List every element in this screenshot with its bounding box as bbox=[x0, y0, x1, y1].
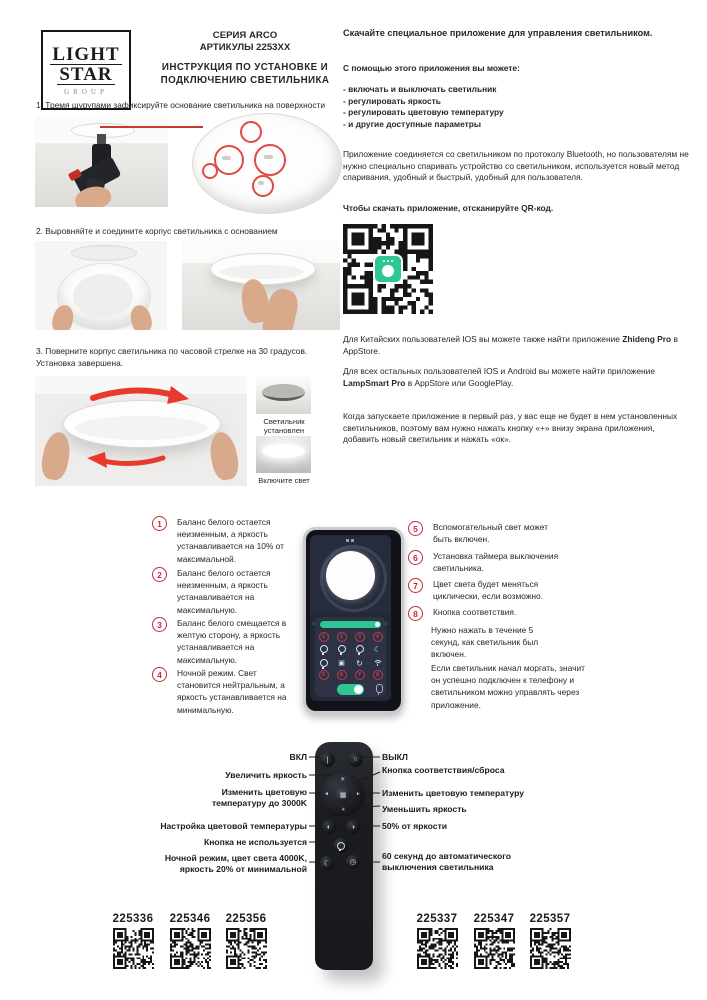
scene-number-badge: 2 bbox=[337, 632, 347, 642]
smartphone bbox=[303, 527, 404, 714]
callout-3 bbox=[152, 617, 299, 666]
article-number: 225356 bbox=[225, 913, 267, 925]
step2-text: 2. Выровняйте и соедините корпус светильника с основанием bbox=[36, 226, 278, 236]
glowing-lamp bbox=[262, 444, 305, 458]
scene-number-badge: 4 bbox=[373, 632, 383, 642]
rotation-arrows-icon bbox=[35, 376, 247, 486]
feature-item: - регулировать яркость bbox=[343, 95, 441, 106]
color-slider bbox=[320, 621, 381, 628]
timer-icon: ▣ bbox=[338, 660, 345, 667]
remote-label-pairing-reset: Кнопка соответствия/сброса bbox=[382, 765, 505, 775]
turn-on-caption: Включите свет bbox=[258, 476, 310, 485]
callout-number: 2 bbox=[152, 567, 167, 582]
callout-number: 4 bbox=[152, 667, 167, 682]
scene-number-badge: 1 bbox=[319, 632, 329, 642]
pairing-note-2: Если светильник начал моргать, значит он успешно подключен к телефону и светильником можно управлять через приложение. bbox=[431, 663, 585, 710]
bluetooth-paragraph: Приложение соединяется со светильником по протоколу Bluetooth, но пользователям не нужно специально спаривать устройство со светильником, используется новый метод спаривания, удобный и быстрый, удобный для пользователя. bbox=[343, 149, 689, 182]
china-users-paragraph bbox=[343, 334, 693, 357]
callout-text: Вспомогательный свет может быть включен. bbox=[433, 522, 548, 545]
half-brightness-button: ◑ bbox=[346, 820, 360, 834]
night-mode-button: ☾ bbox=[320, 856, 334, 870]
toggle-knob bbox=[354, 685, 363, 694]
lightstar-logo bbox=[41, 30, 131, 110]
callout-text: Ночной режим. Свет становится нейтральным, а яркость устанавливается на минимальную. bbox=[177, 668, 287, 715]
remote-label-change-temp: Изменить цветовую температуру bbox=[382, 788, 524, 798]
series-name: СЕРИЯ ARCO bbox=[212, 30, 278, 41]
remote-label-night-mode: Ночной режим, цвет света 4000K, яркость 20% от минимальной bbox=[164, 853, 307, 874]
article-qr-code bbox=[113, 928, 154, 969]
lamp-rim-glow bbox=[220, 265, 304, 279]
remote-label-brightness-down: Уменьшить яркость bbox=[382, 804, 467, 814]
article-qr-code bbox=[474, 928, 515, 969]
scene-row-2 bbox=[315, 657, 386, 680]
screw-hole-marker bbox=[202, 163, 218, 179]
brightness-dial bbox=[326, 551, 375, 600]
app-screen bbox=[310, 535, 391, 701]
other-paragraph-tail: в AppStore или GooglePlay. bbox=[405, 377, 514, 388]
screw-hole-marker bbox=[240, 121, 262, 143]
bright-icon: ☼ bbox=[384, 621, 389, 627]
brightness-up-icon: ☀ bbox=[340, 777, 346, 783]
moon-icon: ☾ bbox=[373, 644, 382, 654]
callout-number: 1 bbox=[152, 516, 167, 531]
scene-10-percent bbox=[315, 632, 332, 655]
signal-icon bbox=[373, 657, 383, 669]
callout-text: Баланс белого остается неизменным, а яркость устанавливается на максимальную. bbox=[177, 568, 271, 615]
pairing-note-1: Нужно нажать в течение 5 секунд, как светильник был включен. bbox=[431, 625, 539, 660]
scene-number-badge: 7 bbox=[355, 670, 365, 680]
callout-1 bbox=[152, 516, 299, 565]
feature-item: - и другие доступные параметры bbox=[343, 118, 481, 129]
article-number: 225347 bbox=[473, 913, 515, 925]
callout-8 bbox=[408, 606, 613, 621]
step2-align-photo bbox=[35, 241, 167, 330]
lamp-body-inner bbox=[73, 274, 133, 318]
article-number: 225336 bbox=[112, 913, 154, 925]
bulb-icon bbox=[356, 643, 364, 655]
scene-number-badge: 5 bbox=[319, 670, 329, 680]
light-on-photo bbox=[256, 436, 311, 473]
lamp-dots-icon bbox=[383, 260, 393, 262]
remote-label-temp-3000k: Изменить цветовую температуру до 3000K bbox=[211, 787, 307, 808]
mic-icon bbox=[376, 684, 383, 693]
remote-label-on: ВКЛ bbox=[289, 752, 307, 762]
qr-download-prompt: Чтобы скачать приложение, отсканируйте QR-код. bbox=[343, 203, 554, 213]
scene-night-mode bbox=[369, 632, 386, 655]
app-heading: Скачайте специальное приложение для управления светильником. bbox=[343, 28, 653, 38]
installed-lamp bbox=[262, 384, 305, 401]
callout-number: 5 bbox=[408, 521, 423, 536]
app-store-icon bbox=[373, 254, 403, 284]
scene-max-bright bbox=[333, 632, 350, 655]
page-title: ИНСТРУКЦИЯ ПО УСТАНОВКЕ И ПОДКЛЮЧЕНИЮ СВЕТИЛЬНИКА bbox=[160, 62, 330, 86]
step1-drill-photo bbox=[35, 117, 168, 207]
step1-pointer-line bbox=[100, 126, 203, 128]
step3-text: 3. Поверните корпус светильника по часовой стрелке на 30 градусов. Установка завершена. bbox=[36, 346, 308, 368]
power-on-button: ❘ bbox=[320, 752, 335, 767]
callout-text: Баланс белого смещается в желтую сторону, а яркость устанавливается на максимальную. bbox=[177, 618, 287, 665]
callout-text: Баланс белого остается неизменным, а яркость устанавливается на 10% от максимальной. bbox=[177, 517, 284, 564]
logo-light-text: LIGHT bbox=[52, 43, 120, 65]
article-number: 225337 bbox=[416, 913, 458, 925]
scene-number-badge: 3 bbox=[355, 632, 365, 642]
first-launch-paragraph: Когда запускаете приложение в первый раз, у вас еще не будет в нем установленных светильников, поэтому вам нужно нажать кнопку «+» внизу экрана приложения, добавить новый светильник и нажать «ок». bbox=[343, 411, 678, 444]
callout-2 bbox=[152, 567, 287, 616]
callout-7 bbox=[408, 578, 578, 602]
keyhole-slot bbox=[258, 181, 264, 185]
callout-text: Цвет света будет меняться циклически, если возможно. bbox=[433, 579, 544, 602]
auto-off-timer-button: ◷ bbox=[346, 855, 360, 869]
screw-hole-marker bbox=[252, 175, 274, 197]
bulb-icon bbox=[320, 657, 328, 669]
logo-star-text: STAR bbox=[59, 63, 113, 85]
callout-number: 3 bbox=[152, 617, 167, 632]
cycle-icon: ↻ bbox=[356, 658, 363, 668]
china-paragraph-text: Для Китайских пользователей IOS вы можете также найти приложение bbox=[343, 334, 623, 344]
aux-light-button bbox=[315, 657, 332, 680]
other-users-paragraph bbox=[343, 366, 693, 389]
callout-number: 6 bbox=[408, 550, 423, 565]
installed-caption: Светильник установлен bbox=[263, 417, 305, 435]
color-cycle-button bbox=[351, 657, 368, 680]
lamp-icon bbox=[382, 265, 394, 277]
zhideng-app-name: Zhideng Pro bbox=[622, 334, 672, 344]
keyhole-slot bbox=[264, 155, 273, 159]
lampsmart-app-name: LampSmart Pro bbox=[343, 377, 406, 388]
scene-row-1 bbox=[315, 632, 386, 655]
color-temp-setting-button: ◐ bbox=[322, 820, 336, 834]
step2-attach-photo bbox=[182, 241, 340, 330]
callout-6 bbox=[408, 550, 568, 574]
callout-number: 8 bbox=[408, 606, 423, 621]
callout-number: 7 bbox=[408, 578, 423, 593]
step1-text: 1. Тремя шурупами зафиксируйте основание светильника на поверхности bbox=[36, 100, 326, 110]
arm bbox=[261, 286, 302, 330]
keyhole-slot bbox=[222, 156, 231, 160]
scene-number-badge: 8 bbox=[373, 670, 383, 680]
callout-text: Кнопка соответствия. bbox=[433, 607, 517, 617]
color-temp-right-icon: ► bbox=[356, 791, 361, 797]
remote-label-brightness-up: Увеличить яркость bbox=[225, 770, 307, 780]
article-qr-code bbox=[417, 928, 458, 969]
installed-photo bbox=[256, 376, 311, 414]
power-toggle bbox=[337, 684, 364, 695]
remote-label-temp-setting: Настройка цветовой температуры bbox=[160, 821, 307, 831]
screw-hole-marker bbox=[254, 144, 286, 176]
logo-group-text: GROUP bbox=[64, 87, 108, 96]
article-qr-code bbox=[170, 928, 211, 969]
scene-warm bbox=[351, 632, 368, 655]
app-subheading: С помощью этого приложения вы можете: bbox=[343, 63, 520, 73]
remote-label-off: ВЫКЛ bbox=[382, 752, 408, 762]
series-articles: АРТИКУЛЫ 2253XX bbox=[199, 42, 291, 53]
remote-label-50-percent: 50% от яркости bbox=[382, 821, 448, 831]
pairing-reset-button: ▦ bbox=[335, 787, 351, 803]
scene-number-badge: 6 bbox=[337, 670, 347, 680]
timer-button bbox=[333, 657, 350, 680]
callout-4 bbox=[152, 667, 299, 716]
callout-5 bbox=[408, 521, 568, 545]
feature-item: - включать и выключать светильник bbox=[343, 84, 497, 94]
status-bar-icons bbox=[346, 539, 356, 542]
slider-knob bbox=[375, 622, 380, 627]
remote-label-auto-off: 60 секунд до автоматического выключения светильника bbox=[382, 851, 511, 872]
article-qr-code bbox=[226, 928, 267, 969]
base-plate-diagram bbox=[192, 113, 340, 212]
base-on-ceiling bbox=[71, 245, 137, 261]
power-off-button: ○ bbox=[348, 752, 363, 767]
feature-item: - регулировать цветовую температуру bbox=[343, 107, 504, 117]
app-feature-list bbox=[343, 84, 683, 130]
callout-text: Установка таймера выключения светильника. bbox=[433, 551, 559, 574]
article-number: 225357 bbox=[529, 913, 571, 925]
bulb-icon bbox=[338, 643, 346, 655]
brightness-down-icon: ☀ bbox=[341, 807, 346, 813]
pairing-button bbox=[369, 657, 386, 680]
remote-label-unused: Кнопка не используется bbox=[203, 837, 307, 847]
color-temp-left-icon: ◄ bbox=[324, 791, 329, 797]
series-title bbox=[150, 30, 340, 54]
china-paragraph-tail: в AppStore. bbox=[343, 334, 678, 356]
other-paragraph-text: Для всех остальных пользователей IOS и Android вы можете найти приложение bbox=[343, 366, 655, 376]
screw-hole-marker bbox=[214, 145, 244, 175]
dim-icon: ☼ bbox=[311, 621, 316, 627]
bulb-icon bbox=[320, 643, 328, 655]
step3-rotate-photo bbox=[35, 376, 247, 486]
article-number: 225346 bbox=[169, 913, 211, 925]
article-qr-code bbox=[530, 928, 571, 969]
